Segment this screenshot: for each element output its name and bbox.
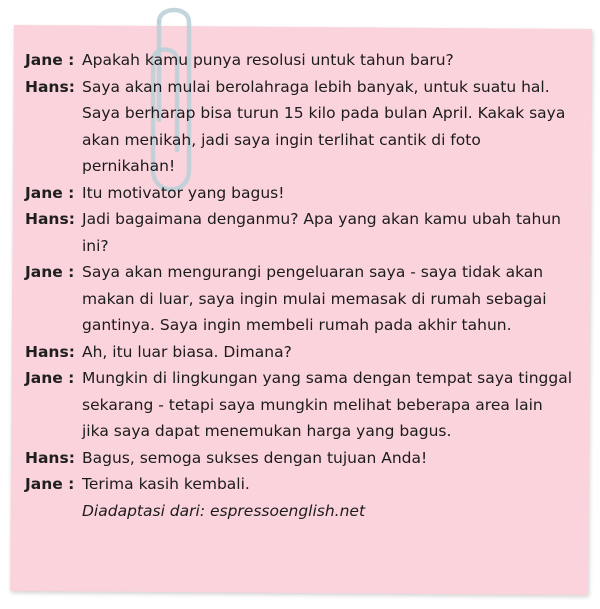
speaker-name: Jane :: [25, 369, 75, 387]
dialogue-line: [25, 365, 585, 445]
dialogue: [25, 47, 585, 524]
dialogue-line: [25, 74, 585, 180]
speaker-name: Jane :: [25, 183, 75, 202]
speaker-name: Jane :: [25, 475, 75, 493]
speaker-name: Hans:: [25, 77, 75, 96]
dialogue-text: Terima kasih kembali.: [82, 475, 250, 493]
speaker-name: Hans:: [25, 448, 75, 467]
dialogue-line: [25, 259, 585, 339]
dialogue-text: Jadi bagaimana denganmu? Apa yang akan kamu ubah tahun ini?: [82, 210, 561, 255]
dialogue-text: Itu motivator yang bagus!: [82, 183, 285, 202]
dialogue-text: Ah, itu luar biasa. Dimana?: [82, 342, 292, 361]
dialogue-line: [25, 445, 585, 472]
dialogue-text: Saya akan mulai berolahraga lebih banyak, untuk suatu hal. Saya berharap bisa turun 15 kilo pada bulan April. Kakak saya akan menikah, jadi saya ingin terlihat cantik di foto pernikahan!: [82, 77, 566, 175]
dialogue-text: Saya akan mengurangi pengeluaran saya - saya tidak akan makan di luar, saya ingin mulai memasak di rumah sebagai gantinya. Saya ingin membeli rumah pada akhir tahun.: [82, 263, 547, 334]
speaker-name: Jane :: [25, 263, 75, 281]
dialogue-line: [25, 206, 585, 259]
dialogue-line: [25, 471, 585, 498]
speaker-name: Jane :: [25, 51, 75, 69]
dialogue-text: Apakah kamu punya resolusi untuk tahun baru?: [82, 51, 454, 69]
dialogue-line: [25, 339, 585, 366]
dialogue-line: [25, 180, 585, 207]
dialogue-text: Mungkin di lingkungan yang sama dengan tempat saya tinggal sekarang - tetapi saya mungkin melihat beberapa area lain jika saya dapat menemukan harga yang bagus.: [82, 369, 573, 440]
speaker-name: Hans:: [25, 342, 75, 361]
dialogue-line: [25, 47, 585, 74]
dialogue-text: Bagus, semoga sukses dengan tujuan Anda!: [82, 448, 428, 467]
speaker-name: Hans:: [25, 210, 75, 228]
source-credit: Diadaptasi dari: espressoenglish.net: [82, 501, 366, 520]
